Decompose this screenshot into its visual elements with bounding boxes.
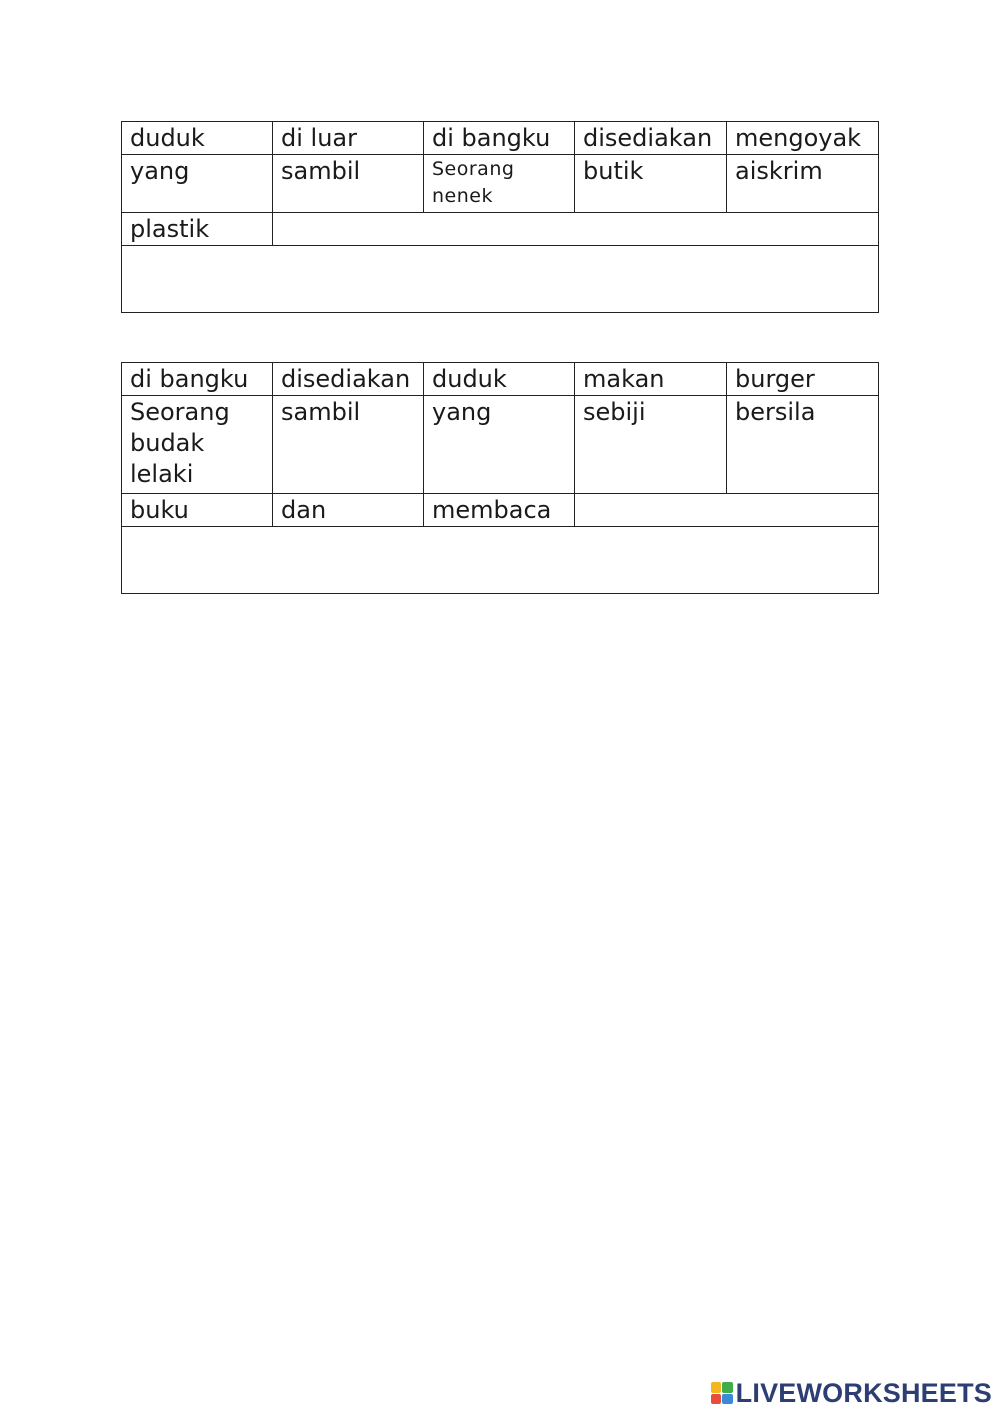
word-card[interactable]: duduk — [122, 122, 273, 155]
liveworksheets-logo-icon — [711, 1382, 733, 1404]
word-card[interactable]: mengoyak — [727, 122, 879, 155]
word-table-2 — [121, 362, 879, 594]
word-card[interactable]: burger — [727, 363, 879, 396]
table-row — [122, 213, 879, 246]
word-card[interactable]: disediakan — [575, 122, 727, 155]
table-row — [122, 396, 879, 494]
brand-name: LIVEWORKSHEETS — [735, 1377, 992, 1408]
word-card[interactable]: plastik — [122, 213, 273, 246]
word-card[interactable]: buku — [122, 494, 273, 527]
word-card[interactable]: sambil — [273, 155, 424, 213]
word-card[interactable]: Seorang budak lelaki — [122, 396, 273, 494]
word-card[interactable]: yang — [122, 155, 273, 213]
logo-square — [711, 1394, 722, 1405]
word-card[interactable]: dan — [273, 494, 424, 527]
logo-square — [711, 1382, 722, 1393]
word-card[interactable]: Seorang nenek — [424, 155, 575, 213]
word-card[interactable]: bersila — [727, 396, 879, 494]
table-row — [122, 363, 879, 396]
empty-cell — [273, 213, 879, 246]
word-card[interactable]: aiskrim — [727, 155, 879, 213]
word-card[interactable]: di luar — [273, 122, 424, 155]
word-card[interactable]: disediakan — [273, 363, 424, 396]
table-row — [122, 122, 879, 155]
logo-square — [722, 1382, 733, 1393]
word-card[interactable]: makan — [575, 363, 727, 396]
answer-drop-zone[interactable] — [122, 527, 879, 594]
word-card[interactable]: membaca — [424, 494, 575, 527]
table-row — [122, 494, 879, 527]
answer-drop-zone[interactable] — [122, 246, 879, 313]
word-table-1 — [121, 121, 879, 313]
word-card[interactable]: sebiji — [575, 396, 727, 494]
table-row — [122, 246, 879, 313]
liveworksheets-brand — [711, 1379, 992, 1407]
word-card[interactable]: sambil — [273, 396, 424, 494]
table-row — [122, 527, 879, 594]
word-card[interactable]: butik — [575, 155, 727, 213]
word-card[interactable]: di bangku — [424, 122, 575, 155]
table-row — [122, 155, 879, 213]
word-card[interactable]: duduk — [424, 363, 575, 396]
empty-cell — [575, 494, 879, 527]
logo-square — [722, 1394, 733, 1405]
word-card[interactable]: yang — [424, 396, 575, 494]
word-card[interactable]: di bangku — [122, 363, 273, 396]
